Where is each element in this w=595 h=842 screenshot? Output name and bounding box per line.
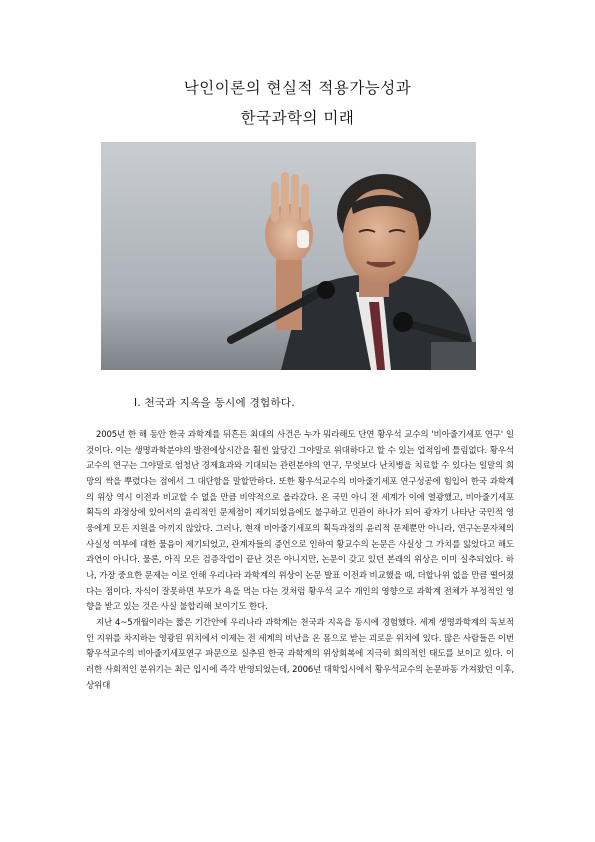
body-paragraph: 지난 4~5개월이라는 짧은 기간안에 우리나라 과학계는 천국과 지옥을 동시에 경험했다. 세계 생명과학계의 독보적인 지위를 차지하는 영광된 위치에서 이제는 전 세계의 비난을 온 몸으로 받는 괴로운 위치에 있다. 많은 사람들은 이번 황우석교수의 비아줄기세포연구 파문으로 실추된 한국 과학계의 위상회복에 지극히 회의적인 태도를 보이고 있다. 이러한 사회적인 분위기는 최근 입시에 즉각 반영되었는데, 2006년 대학입시에서 황우석교수의 논문파동 가져왔던 이후, 상위대 bbox=[86, 617, 514, 691]
body-paragraph: 2005년 한 해 동안 한국 과학계를 뒤흔든 최대의 사건은 누가 뭐라해도 단연 황우석 교수의 '비아줄기세포 연구' 일 것이다. 이는 생명과학분야의 발전에상시간을 훨씬 앞당긴 그야말로 위대하다고 할 수 있는 업적임에 틀림없다. 황우석 교수의 연구는 그야말로 엄청난 경제효과와 기대되는 관련분야의 연구, 무엇보다 난치병을 치료할 수 있다는 일말의 희망의 싹을 뿌렸다는 점에서 그 대단함을 말할만하다. 또한 황우석교수의 비아줄기세포 연구성공에 힘입어 한국 과학계의 위상 역시 이전과 비교할 수 없을 만큼 비약적으로 올라갔다. 온 국민 아니 전 세계가 이에 열광했고, 비아줄기세포 획득의 과정상에 있어서의 윤리적인 문제점이 제기되었음에도 불구하고 민관이 하나가 되어 광자기 나타난 국민적 영웅에게 모든 지원을 아끼지 않았다. 그러나, 현재 비아줄기세포의 획득과정의 윤리적 문제뿐만 아니라, 연구논문자체의 사실성 여부에 대한 물음이 제기되었고, 관계자들의 증언으로 인하여 황교수의 논문은 사실상 그 가치를 잃었다고 해도 과언이 아니다. 물론, 아직 모든 검증작업이 끝난 것은 아니지만, 논문이 갖고 있던 본래의 위상은 이미 실추되었다. 하나, 가장 중요한 문제는 이로 인해 우리나라 과학계의 위상이 논문 발표 이전과 비교했을 때, 더할나위 없을 만큼 떨어졌다는 점이다. 자식이 잘못하면 부모가 욕을 먹는 다는 것처럼 황우석 교수 개인의 영향으로 과학계 전체가 부정적인 영향을 받고 있는 것은 사실 불합리해 보이기도 한다. bbox=[86, 430, 514, 613]
photo-illustration bbox=[101, 142, 476, 370]
article-body bbox=[86, 428, 514, 694]
document-title-line-2: 한국과학의 미래 bbox=[240, 109, 355, 127]
section-heading: Ⅰ. 천국과 지옥을 동시에 경험하다. bbox=[134, 397, 295, 409]
document-title-line-1: 낙인이론의 현실적 적용가능성과 bbox=[183, 79, 412, 97]
article-photo bbox=[101, 142, 476, 370]
